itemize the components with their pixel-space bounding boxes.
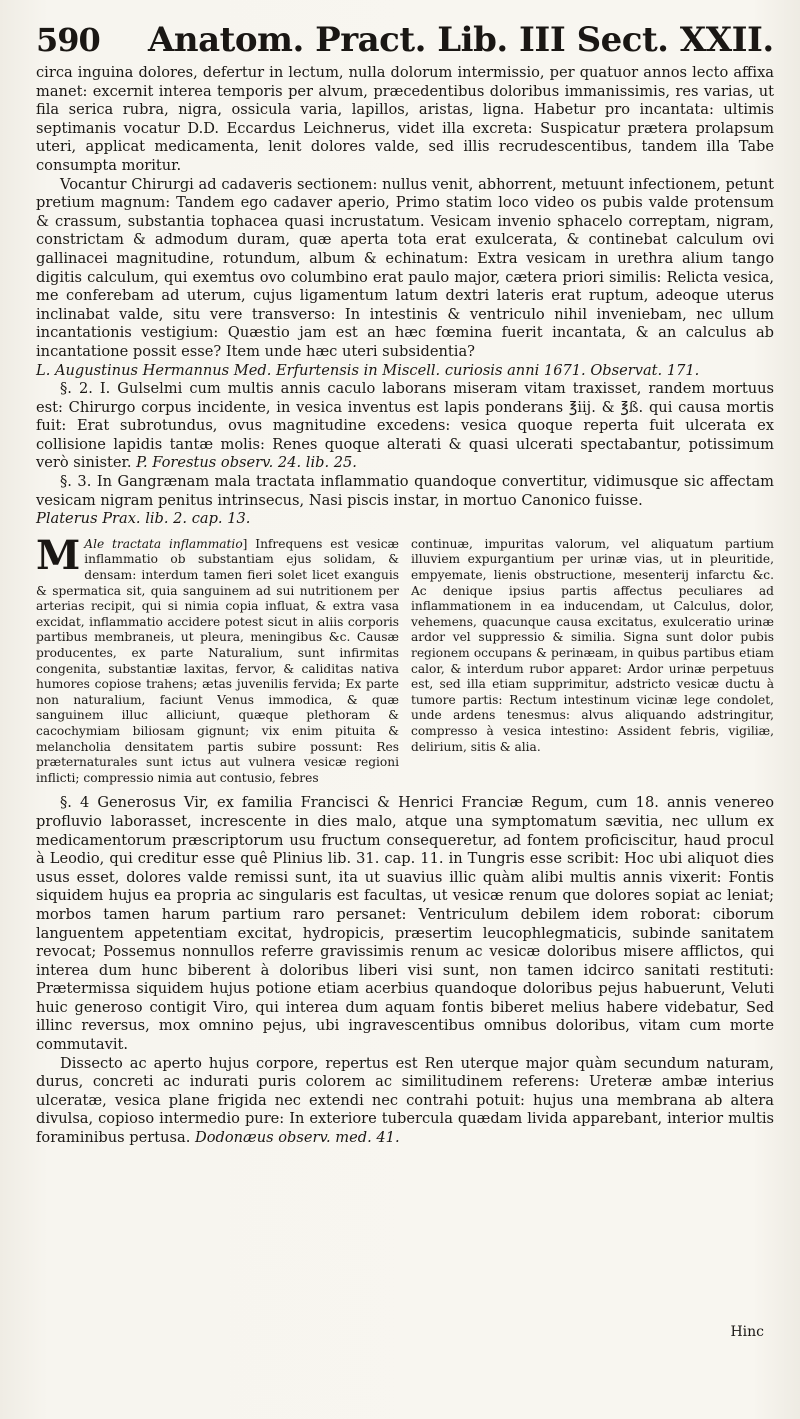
- citation: L. Augustinus Hermannus Med. Erfurtensis in Miscell. curiosis anni 1671. Observat. 171.: [36, 361, 700, 379]
- paragraph: circa inguina dolores, defertur in lectum, nulla dolorum intermissio, per quatuor annos lecto affixa manet: excernit interea temporis per alvum, præcedentibus doloribus immanissimis, res varias, ut fila serica rubra, nigra, ossicula varia, lapillos, aristas, ligna. Habetur pro incantata: ultimis septimanis vocatur D.D. Eccardus Leichnerus, videt illa excreta: Suspicatur prætera prolapsum uteri, applicat medicamenta, lenit dolores valde, sed illis recrudescentibus, tandem illa Tabe consumpta moritur.: [36, 64, 774, 174]
- lower-text: [36, 794, 774, 1147]
- page-header: [36, 20, 774, 62]
- main-text: [36, 64, 774, 529]
- scholion-text: continuæ, impuritas valorum, vel aliquatum partium illuviem expurgantium per urinæ vias, ut in pleuritide, empyemate, lienis obstructione, mesenterij infarctu &c. Ac denique ipsius partis affectus peculiares ad inflammationem in ea inducendam, ut Calculus, dolor, vehemens, quacunque causa excitatus, exulceratio urinæ ardor vel suppressio & similia. Signa sunt dolor pubis regionem occupans & perinæam, in quibus partibus etiam calor, & interdum rubor apparet: Ardor urinæ perpetuus est, sed illa etiam supprimitur, adstricto vesicæ ductu à tumore partis: Rectum intestinum vicinæ lege condolet, unde ardens tenesmus: alvus aliquando adstringitur, compresso à vesica intestino: Assident febris, vigiliæ, delirium, sitis & alia.: [411, 536, 774, 754]
- running-title: Anatom. Pract. Lib. III Sect. XXII.: [148, 20, 774, 60]
- paragraph-text: §. 3. In Gangrænam mala tractata inflammatio quandoque convertitur, vidimusque sic affectam vesicam nigram penitus intrinsecus, Nasi piscis instar, in mortuo Canonico fuisse.: [36, 473, 774, 509]
- scholion-text: ] Infrequens est vesicæ inflammatio ob substantiam ejus solidam, & densam: interdum tamen fieri solet licet exanguis & spermatica sit, quia sanguinem ad sui nutritionem per arterias recipit, qui si nimia copia influat, & extra vasa excidat, inflammatio accidere potest sicut in aliis corporis partibus membraneis, ut pleura, meningibus &c. Causæ producentes, ex parte Naturalium, sunt infirmitas congenita, substantiæ laxitas, fervor, & caliditas nativa humores copiose trahens; ætas juvenilis fervida; Ex parte non naturalium, faciunt Venus immodica, & quæ sanguinem illuc alliciunt, quæque plethoram & cacochymiam biliosam gignunt; vix enim pituita & melancholia densitatem partis subire possunt: Res præternaturales sunt ictus aut vulnera vesicæ regioni inflicti; compressio nimia aut contusio, febres: [36, 536, 400, 785]
- scholion-columns: [36, 531, 774, 787]
- scholion-lemma: Ale tractata inflammatio: [84, 536, 243, 551]
- scholion-right-column: [411, 537, 774, 787]
- citation: Dodonæus observ. med. 41.: [195, 1129, 400, 1147]
- scholion-left-column: [36, 531, 400, 787]
- paragraph-text: Dissecto ac aperto hujus corpore, repertus est Ren uterque major quàm secundum naturam, durus, concreti ac indurati puris colorem ac similitudinem referens: Ureteræ ambæ interius ulceratæ, vesica plane frigida nec extendi nec contrahi potuit: hujus una membrana ab altera divulsa, copioso intermedio pure: In exteriore tubercula quædam livida apparebant, interior multis foraminibus pertusa.: [36, 1054, 774, 1147]
- citation: P. Forestus observ. 24. lib. 25.: [136, 454, 357, 472]
- page-number: 590: [36, 21, 100, 59]
- citation: Platerus Prax. lib. 2. cap. 13.: [36, 510, 251, 528]
- section-paragraph: [36, 473, 774, 510]
- section-paragraph: [36, 380, 774, 473]
- paragraph: §. 4 Generosus Vir, ex familia Francisci & Henrici Franciæ Regum, cum 18. annis venereo profluvio laborasset, increscente in dies malo, atque una symptomatum sævitia, nec ullum ex medicamentorum præscriptorum usu fructum consequeretur, ad fontem proficiscitur, haud procul à Leodio, qui creditur esse quê Plinius lib. 31. cap. 11. in Tungris esse scribit: Hoc ubi aliquot dies usus esset, dolores valde remissi sunt, ita ut suavius illic quàm alibi multis annis vixerit: Fontis siquidem hujus ea propria ac singularis est facultas, ut vesicæ renum que dolores sopiat ac leniat; morbos tamen harum partium raro persanet: Ventriculum debilem idem roborat: ciborum languentem appetentiam excitat, hydropicis, præsertim leucophlegmaticis, subinde sanitatem revocat; Possemus nonnullos referre gravissimis renum ac vesicæ doloribus misere afflictos, qui interea dum hunc biberent à doloribus liberi visi sunt, non tamen idcirco sanitati restituti: Prætermissa siquidem hujus potione etiam acerbius quandoque doloribus pejus habuerunt, Veluti huic generoso contigit Viro, qui interea dum aquam fontis biberet melius habere videbatur, Sed illinc reversus, mox omnino pejus, ubi ingravescentibus omnibus doloribus, vitam cum morte commutavit.: [36, 794, 774, 1054]
- catchword: Hinc: [730, 1324, 764, 1340]
- section-paragraph: [36, 1055, 774, 1148]
- paragraph-text: §. 2. I. Gulselmi cum multis annis caculo laborans miseram vitam traxisset, randem mortuus est: Chirurgo corpus incidente, in vesica inventus est lapis ponderans ℥iij. & ℥ß. qui causa mortis fuit: Erat subrotundus, ovus magnitudine excedens: vesica quoque reperta fuit ulcerata ex collisione lapidis tantæ molis: Renes quoque alterati & quasi ulcerati spectabantur, potissimum verò sinister.: [36, 380, 774, 472]
- paragraph: Vocantur Chirurgi ad cadaveris sectionem: nullus venit, abhorrent, metuunt infectionem, petunt pretium magnum: Tandem ego cadaver aperio, Primo statim loco video os pubis valde protensum & crassum, substantia tophacea quasi incrustatum. Vesicam invenio sphacelo correptam, nigram, constrictam & admodum duram, quæ aperta tota erat exulcerata, & continebat calculum ovi gallinacei magnitudine, rotundum, album & echinatum: Extra vesicam in urethra alium tango digitis calculum, qui exemtus ovo columbino erat paulo major, cætera priori similis: Relicta vesica, me conferebam ad uterum, cujus ligamentum latum dextri lateris erat ruptum, adeoque uterus inclinabat valde, situ vere transverso: In intestinis & ventriculo nihil inveniebam, nec ullum incantationis vestigium: Quæstio jam est an hæc fœmina fuerit incantata, & an calculus ab incantatione possit esse? Item unde hæc uteri subsidentia?: [36, 175, 774, 360]
- drop-cap: M: [36, 531, 81, 579]
